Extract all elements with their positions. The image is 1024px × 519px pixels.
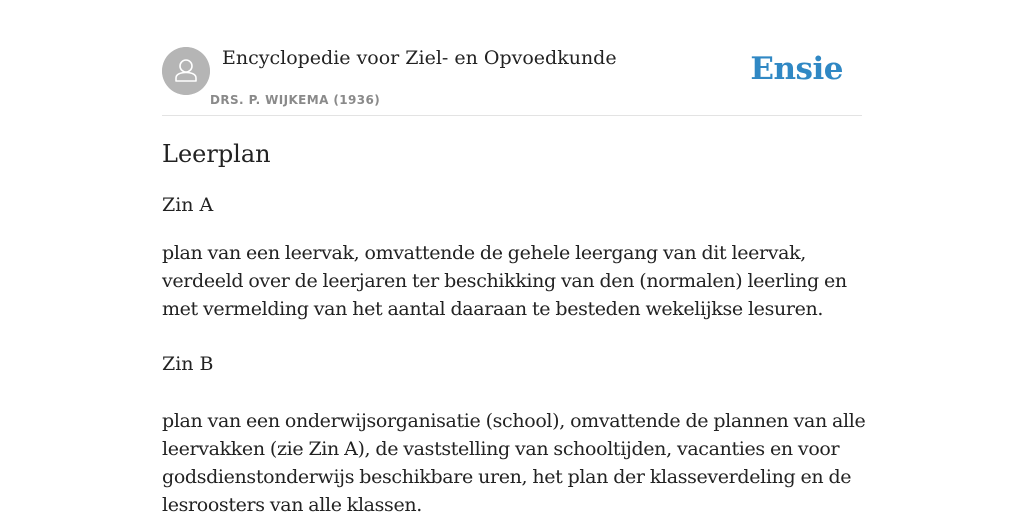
user-avatar-icon — [162, 47, 210, 95]
source-title[interactable]: Encyclopedie voor Ziel- en Opvoedkunde — [222, 47, 617, 69]
section-heading-zin-b: Zin B — [162, 353, 214, 375]
article-title: Leerplan — [162, 140, 271, 168]
person-outline-icon — [162, 47, 210, 95]
section-text-zin-a: plan van een leervak, omvattende de gehele leergang van dit leervak, verdeeld over de leerjaren ter beschikking van den (normalen) leerling en met vermelding van het aantal daaraan te besteden wekelijkse lesuren. — [162, 242, 847, 320]
source-header — [162, 0, 862, 116]
section-heading-zin-a: Zin A — [162, 194, 214, 216]
brand-logo[interactable]: Ensie — [750, 51, 843, 87]
section-text-zin-b: plan van een onderwijsorganisatie (school), omvattende de plannen van alle leervakken (zie Zin A), de vaststelling van schooltijden, vacanties en voor godsdienstonderwijs beschikbare uren, het plan der klasseverdeling en de lesroosters van alle klassen. — [162, 410, 866, 516]
page-container — [162, 0, 866, 516]
author-credit: DRS. P. WIJKEMA (1936) — [210, 93, 381, 107]
